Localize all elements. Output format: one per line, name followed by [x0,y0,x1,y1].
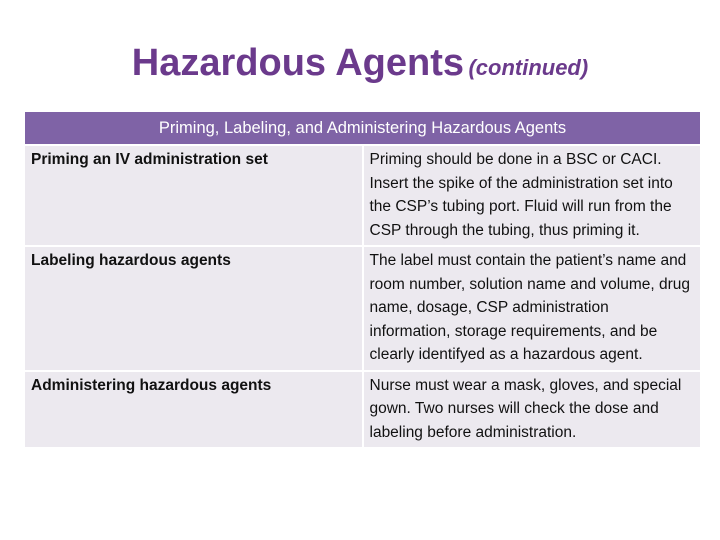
row-description: The label must contain the patient’s name and room number, solution name and volume, drug name, dosage, CSP administration information, storage requirements, and be clearly identifyed as a hazardous agent. [363,246,701,371]
table-row [25,145,700,246]
slide-title [0,42,720,85]
row-topic: Administering hazardous agents [25,371,363,449]
table-row [25,246,700,371]
row-topic: Labeling hazardous agents [25,246,363,371]
row-description: Priming should be done in a BSC or CACI. Insert the spike of the administration set into the CSP’s tubing port. Fluid will run from the CSP through the tubing, thus priming it. [363,145,701,246]
table-header-row [25,112,700,145]
table-row [25,371,700,449]
row-topic: Priming an IV administration set [25,145,363,246]
title-subtitle: (continued) [468,55,589,80]
table-header: Priming, Labeling, and Administering Hazardous Agents [25,112,700,145]
title-main: Hazardous Agents [131,42,464,84]
row-description: Nurse must wear a mask, gloves, and special gown. Two nurses will check the dose and labeling before administration. [363,371,701,449]
hazardous-agents-table [25,112,700,449]
